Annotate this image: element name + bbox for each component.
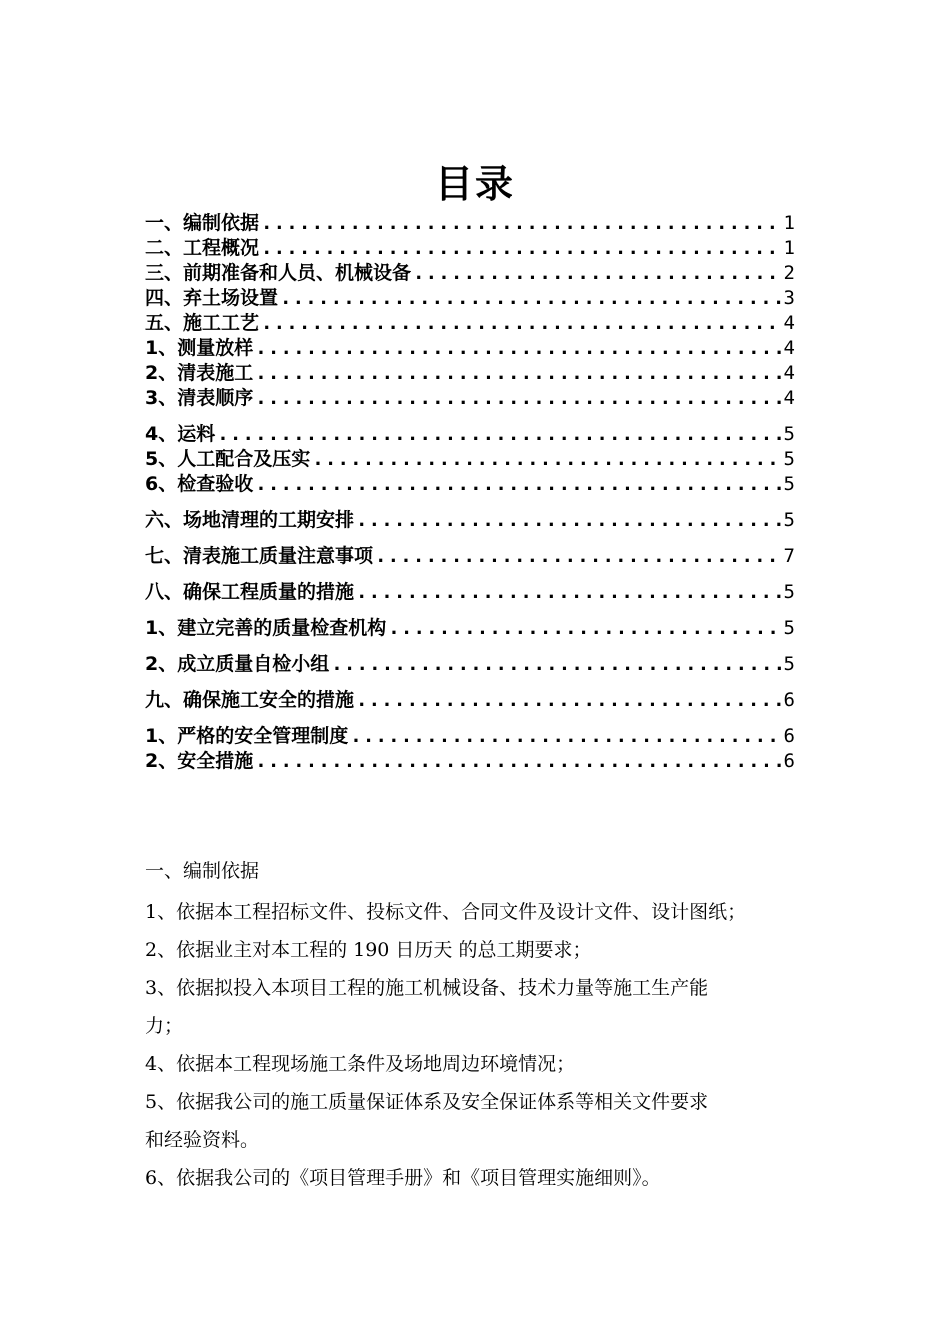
toc-dot-leader bbox=[255, 749, 781, 773]
body-paragraph-line: 力； bbox=[145, 1015, 184, 1037]
toc-entry-label: 八、确保工程质量的措施 bbox=[145, 581, 355, 603]
toc-entry-page: 4 bbox=[783, 362, 795, 384]
body-paragraph-line: 3、依据拟投入本项目工程的施工机械设备、技术力量等施工生产能 bbox=[145, 977, 709, 999]
toc-entry-page: 6 bbox=[783, 750, 795, 772]
toc-dot-leader bbox=[261, 211, 782, 235]
toc-entry-label: 3、清表顺序 bbox=[145, 387, 254, 409]
toc-entry[interactable] bbox=[145, 580, 795, 604]
toc-entry[interactable] bbox=[145, 261, 795, 285]
toc-dot-leader bbox=[413, 261, 782, 285]
toc-entry[interactable] bbox=[145, 286, 795, 310]
toc-entry-page: 1 bbox=[783, 237, 795, 259]
toc-entry-label: 六、场地清理的工期安排 bbox=[145, 509, 355, 531]
toc-entry-label: 4、运料 bbox=[145, 423, 216, 445]
toc-entry[interactable] bbox=[145, 652, 795, 676]
toc-entry-label: 1、严格的安全管理制度 bbox=[145, 725, 349, 747]
toc-entry-page: 1 bbox=[783, 212, 795, 234]
toc-dot-leader bbox=[388, 616, 781, 640]
body-paragraph-line: 4、依据本工程现场施工条件及场地周边环境情况； bbox=[145, 1053, 576, 1075]
toc-dot-leader bbox=[356, 580, 782, 604]
toc-entry-label: 1、建立完善的质量检查机构 bbox=[145, 617, 387, 639]
toc-dot-leader bbox=[280, 286, 782, 310]
toc-entry-label: 四、弃土场设置 bbox=[145, 287, 279, 309]
toc-entry-label: 2、安全措施 bbox=[145, 750, 254, 772]
toc-entry-label: 七、清表施工质量注意事项 bbox=[145, 545, 374, 567]
toc-entry[interactable] bbox=[145, 336, 795, 360]
toc-entry-page: 5 bbox=[783, 617, 795, 639]
toc-entry[interactable] bbox=[145, 386, 795, 410]
toc-entry-page: 6 bbox=[783, 725, 795, 747]
toc-entry-label: 2、清表施工 bbox=[145, 362, 254, 384]
toc-entry[interactable] bbox=[145, 211, 795, 235]
toc-entry-label: 6、检查验收 bbox=[145, 473, 254, 495]
toc-dot-leader bbox=[261, 236, 782, 260]
body-paragraph-line: 和经验资料。 bbox=[145, 1129, 260, 1151]
body-paragraph-line: 1、依据本工程招标文件、投标文件、合同文件及设计文件、设计图纸； bbox=[145, 901, 747, 923]
toc-entry[interactable] bbox=[145, 472, 795, 496]
toc-dot-leader bbox=[356, 688, 782, 712]
toc-entry-label: 三、前期准备和人员、机械设备 bbox=[145, 262, 412, 284]
toc-entry[interactable] bbox=[145, 508, 795, 532]
toc-entry[interactable] bbox=[145, 422, 795, 446]
toc-entry[interactable] bbox=[145, 311, 795, 335]
section-heading: 一、编制依据 bbox=[145, 860, 260, 882]
toc-entry-page: 6 bbox=[783, 689, 795, 711]
toc-entry[interactable] bbox=[145, 724, 795, 748]
toc-dot-leader bbox=[375, 544, 782, 568]
toc-entry-page: 3 bbox=[783, 287, 795, 309]
toc-entry-page: 5 bbox=[783, 581, 795, 603]
toc-entry-label: 5、人工配合及压实 bbox=[145, 448, 311, 470]
toc-entry-page: 7 bbox=[783, 545, 795, 567]
toc-dot-leader bbox=[255, 386, 781, 410]
toc-entry-page: 5 bbox=[783, 448, 795, 470]
toc-dot-leader bbox=[261, 311, 782, 335]
toc-dot-leader bbox=[312, 447, 781, 471]
toc-entry-page: 5 bbox=[783, 423, 795, 445]
toc-entry-label: 2、成立质量自检小组 bbox=[145, 653, 330, 675]
toc-dot-leader bbox=[217, 422, 781, 446]
toc-dot-leader bbox=[350, 724, 781, 748]
toc-entry-label: 九、确保施工安全的措施 bbox=[145, 689, 355, 711]
toc-dot-leader bbox=[255, 336, 781, 360]
toc-entry-page: 5 bbox=[783, 473, 795, 495]
body-paragraph-line: 6、依据我公司的《项目管理手册》和《项目管理实施细则》。 bbox=[145, 1167, 661, 1189]
toc-entry-label: 一、编制依据 bbox=[145, 212, 260, 234]
toc-dot-leader bbox=[331, 652, 781, 676]
toc-entry-label: 二、工程概况 bbox=[145, 237, 260, 259]
toc-entry-page: 4 bbox=[783, 337, 795, 359]
toc-entry-label: 五、施工工艺 bbox=[145, 312, 260, 334]
toc-entry[interactable] bbox=[145, 688, 795, 712]
toc-entry[interactable] bbox=[145, 749, 795, 773]
toc-entry-page: 4 bbox=[783, 387, 795, 409]
toc-dot-leader bbox=[255, 361, 781, 385]
toc-entry-label: 1、测量放样 bbox=[145, 337, 254, 359]
toc-entry[interactable] bbox=[145, 447, 795, 471]
toc-entry-page: 5 bbox=[783, 509, 795, 531]
body-paragraph-line: 5、依据我公司的施工质量保证体系及安全保证体系等相关文件要求 bbox=[145, 1091, 709, 1113]
toc-entry-page: 2 bbox=[783, 262, 795, 284]
toc-entry-page: 5 bbox=[783, 653, 795, 675]
toc-dot-leader bbox=[255, 472, 781, 496]
toc-dot-leader bbox=[356, 508, 782, 532]
body-paragraph-line: 2、依据业主对本工程的 190 日历天 的总工期要求； bbox=[145, 939, 592, 961]
toc-entry[interactable] bbox=[145, 616, 795, 640]
toc-entry-page: 4 bbox=[783, 312, 795, 334]
toc-entry[interactable] bbox=[145, 236, 795, 260]
page-title: 目录 bbox=[434, 162, 515, 206]
toc-entry[interactable] bbox=[145, 544, 795, 568]
toc-entry[interactable] bbox=[145, 361, 795, 385]
